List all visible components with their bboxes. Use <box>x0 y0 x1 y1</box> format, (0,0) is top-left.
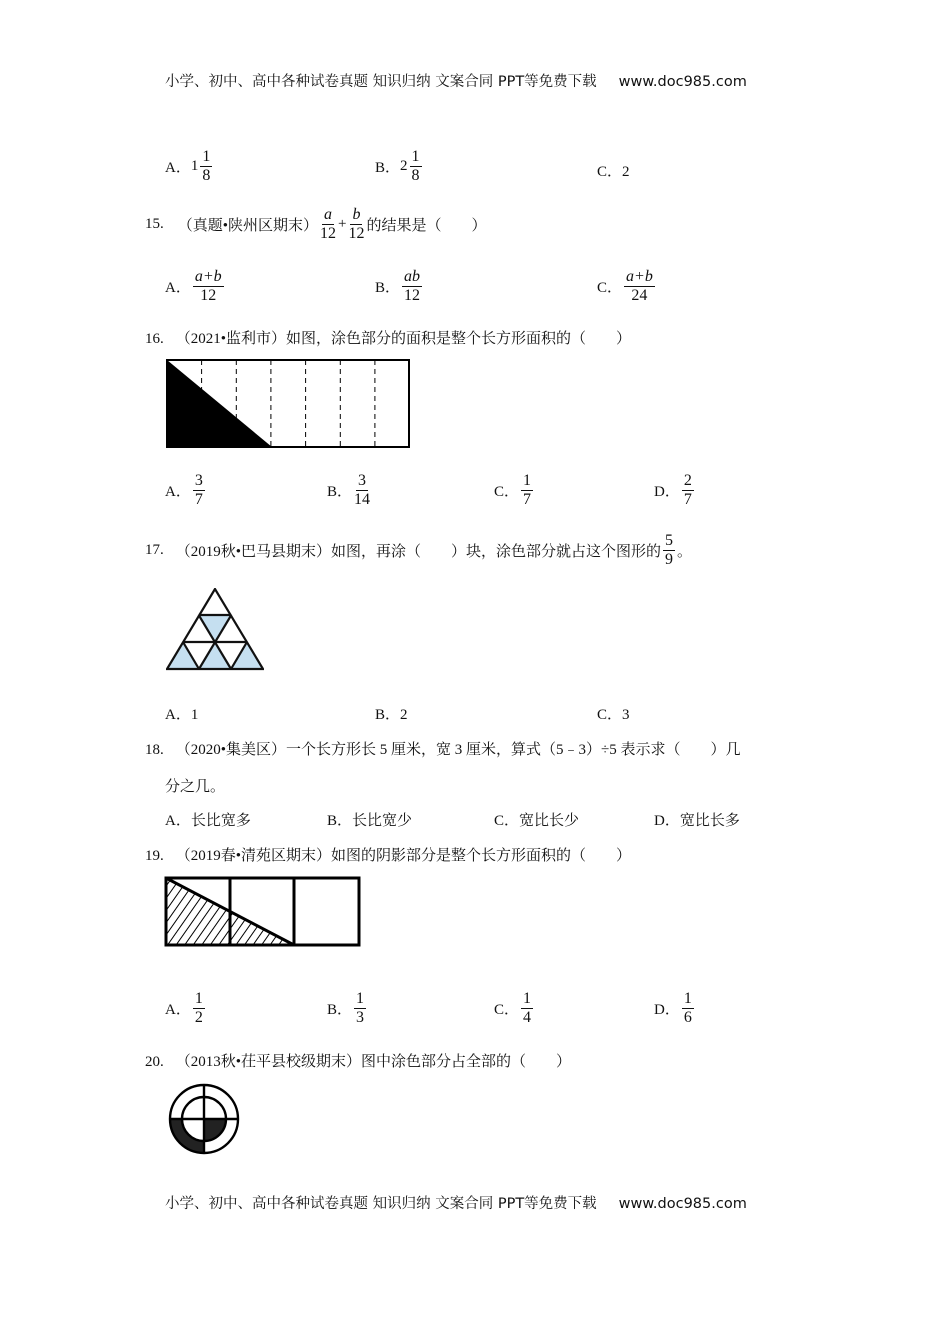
option-label: A． <box>165 1001 191 1018</box>
denominator: 14 <box>354 490 371 508</box>
q17-option-a[interactable] <box>165 703 198 724</box>
fraction <box>193 268 224 304</box>
numerator: 1 <box>411 148 420 165</box>
q16-option-b[interactable] <box>327 472 372 508</box>
q15-option-b[interactable] <box>375 268 424 304</box>
numerator: b <box>352 206 361 223</box>
option-text: 长比宽多 <box>190 813 251 829</box>
q14-option-b[interactable] <box>375 148 424 184</box>
option-label: C． <box>597 164 623 180</box>
option-text: 2 <box>400 707 408 723</box>
question-text: （2013秋•茌平县校级期末）图中涂色部分占全部的（ ） <box>175 1054 572 1070</box>
circle-outlines <box>170 1085 238 1153</box>
denominator: 12 <box>348 224 365 242</box>
denominator: 24 <box>631 286 648 304</box>
period: 。 <box>677 543 693 560</box>
denominator: 8 <box>411 166 420 184</box>
numerator: 5 <box>665 532 674 549</box>
fraction-a <box>320 206 336 242</box>
q18-option-c[interactable] <box>494 809 579 830</box>
question-17 <box>145 532 692 568</box>
option-label: A． <box>165 483 191 500</box>
option-label: B． <box>327 1001 353 1018</box>
numerator: 3 <box>358 472 367 489</box>
denominator: 4 <box>523 1008 532 1026</box>
numerator: 3 <box>194 472 203 489</box>
fraction <box>521 472 533 508</box>
numerator: 1 <box>356 990 365 1007</box>
q18-option-a[interactable] <box>165 809 251 830</box>
option-label: C． <box>494 813 520 829</box>
question-number: 17. <box>145 541 164 558</box>
q15-option-c[interactable] <box>597 268 657 304</box>
numerator: 1 <box>194 990 203 1007</box>
fraction <box>200 148 212 184</box>
fraction <box>402 268 422 304</box>
question-text: 的结果是（ ） <box>366 217 487 234</box>
denominator: 7 <box>683 490 692 508</box>
option-label: B． <box>375 279 401 296</box>
q14-option-c[interactable] <box>597 160 630 181</box>
question-source: （真题•陕州区期末） <box>177 217 319 234</box>
shaded-triangle <box>199 615 232 642</box>
question-text: （2020•集美区）一个长方形长 5 厘米，宽 3 厘米，算式（5﹣3）÷5 表示求（ ）几 <box>175 742 741 758</box>
fraction <box>682 990 694 1026</box>
denominator: 12 <box>404 286 421 304</box>
numerator: 1 <box>683 990 692 1007</box>
option-label: B． <box>375 159 401 176</box>
shaded-triangle <box>167 642 199 669</box>
q19-option-c[interactable] <box>494 990 535 1026</box>
option-label: C． <box>494 483 520 500</box>
q19-option-d[interactable] <box>654 990 696 1026</box>
denominator: 3 <box>356 1008 365 1026</box>
q17-triangle-figure <box>166 588 264 672</box>
denominator: 7 <box>523 490 532 508</box>
page-header <box>165 70 747 91</box>
fraction <box>663 532 675 568</box>
option-label: C． <box>597 279 623 296</box>
option-label: B． <box>327 483 353 500</box>
denominator: 8 <box>202 166 211 184</box>
numerator: 1 <box>202 148 211 165</box>
denominator: 9 <box>665 550 674 568</box>
option-label: C． <box>494 1001 520 1018</box>
question-16 <box>145 327 631 348</box>
question-number: 19. <box>145 848 164 864</box>
footer-text: 小学、初中、高中各种试卷真题 知识归纳 文案合同 PPT等免费下载 <box>165 1196 597 1212</box>
option-label: D． <box>654 483 680 500</box>
numerator: a+b <box>194 268 222 285</box>
fraction <box>354 990 366 1026</box>
q19-option-b[interactable] <box>327 990 368 1026</box>
q16-option-a[interactable] <box>165 472 207 508</box>
q15-option-a[interactable] <box>165 268 226 304</box>
denominator: 12 <box>320 224 337 242</box>
numerator: 1 <box>523 472 532 489</box>
fraction <box>682 472 694 508</box>
q19-option-a[interactable] <box>165 990 207 1026</box>
fraction <box>521 990 533 1026</box>
fraction <box>410 148 422 184</box>
numerator: 2 <box>683 472 692 489</box>
q18-option-b[interactable] <box>327 809 412 830</box>
q16-rectangle-figure <box>166 359 411 449</box>
question-20 <box>145 1050 571 1071</box>
question-text-continued: 分之几。 <box>165 779 226 795</box>
option-label: A． <box>165 707 191 723</box>
footer-site[interactable]: www.doc985.com <box>618 1196 747 1212</box>
option-label: D． <box>654 813 680 829</box>
q19-rectangle-figure <box>164 876 362 948</box>
option-text: 3 <box>622 707 630 723</box>
q14-option-a[interactable] <box>165 148 214 184</box>
option-label: D． <box>654 1001 680 1018</box>
denominator: 2 <box>194 1008 203 1026</box>
fraction <box>193 472 205 508</box>
q17-option-b[interactable] <box>375 703 408 724</box>
option-label: A． <box>165 159 191 176</box>
option-text: 长比宽少 <box>352 813 413 829</box>
question-19 <box>145 844 631 865</box>
denominator: 6 <box>683 1008 692 1026</box>
fraction <box>624 268 655 304</box>
shaded-triangle <box>231 642 263 669</box>
option-label: A． <box>165 279 191 296</box>
fraction-b <box>348 206 364 242</box>
question-number: 18. <box>145 742 164 758</box>
option-text: 宽比长多 <box>679 813 740 829</box>
q18-option-d[interactable] <box>654 809 740 830</box>
question-15 <box>145 206 487 242</box>
page-footer <box>165 1192 747 1213</box>
denominator: 12 <box>200 286 217 304</box>
q20-circle-figure <box>167 1082 241 1156</box>
plus-sign: + <box>338 215 347 232</box>
numerator: 1 <box>523 990 532 1007</box>
numerator: ab <box>404 268 421 285</box>
whole: 2 <box>400 157 408 174</box>
option-label: C． <box>597 707 623 723</box>
question-18 <box>145 738 741 759</box>
option-text: 宽比长少 <box>519 813 580 829</box>
option-text: 2 <box>622 164 630 180</box>
option-label: B． <box>375 707 401 723</box>
question-number: 20. <box>145 1054 164 1070</box>
numerator: a+b <box>626 268 653 285</box>
fraction <box>354 472 370 508</box>
fraction <box>193 990 205 1026</box>
shaded-triangle <box>167 360 272 447</box>
option-label: A． <box>165 813 191 829</box>
whole: 1 <box>190 157 199 174</box>
question-number: 16. <box>145 331 164 347</box>
question-text: （2021•监利市）如图，涂色部分的面积是整个长方形面积的（ ） <box>175 331 632 347</box>
question-text: （2019春•清苑区期末）如图的阴影部分是整个长方形面积的（ ） <box>175 848 632 864</box>
denominator: 7 <box>194 490 203 508</box>
header-site[interactable]: www.doc985.com <box>618 74 747 90</box>
question-text: （2019秋•巴马县期末）如图，再涂（ ）块，涂色部分就占这个图形的 <box>175 543 662 560</box>
q17-option-c[interactable] <box>597 703 630 724</box>
q16-option-d[interactable] <box>654 472 696 508</box>
numerator: a <box>324 206 333 223</box>
header-text: 小学、初中、高中各种试卷真题 知识归纳 文案合同 PPT等免费下载 <box>165 74 597 90</box>
question-number: 15. <box>145 215 164 232</box>
q16-option-c[interactable] <box>494 472 535 508</box>
option-label: B． <box>327 813 353 829</box>
option-text: 1 <box>190 707 199 723</box>
shaded-triangle <box>199 642 231 669</box>
